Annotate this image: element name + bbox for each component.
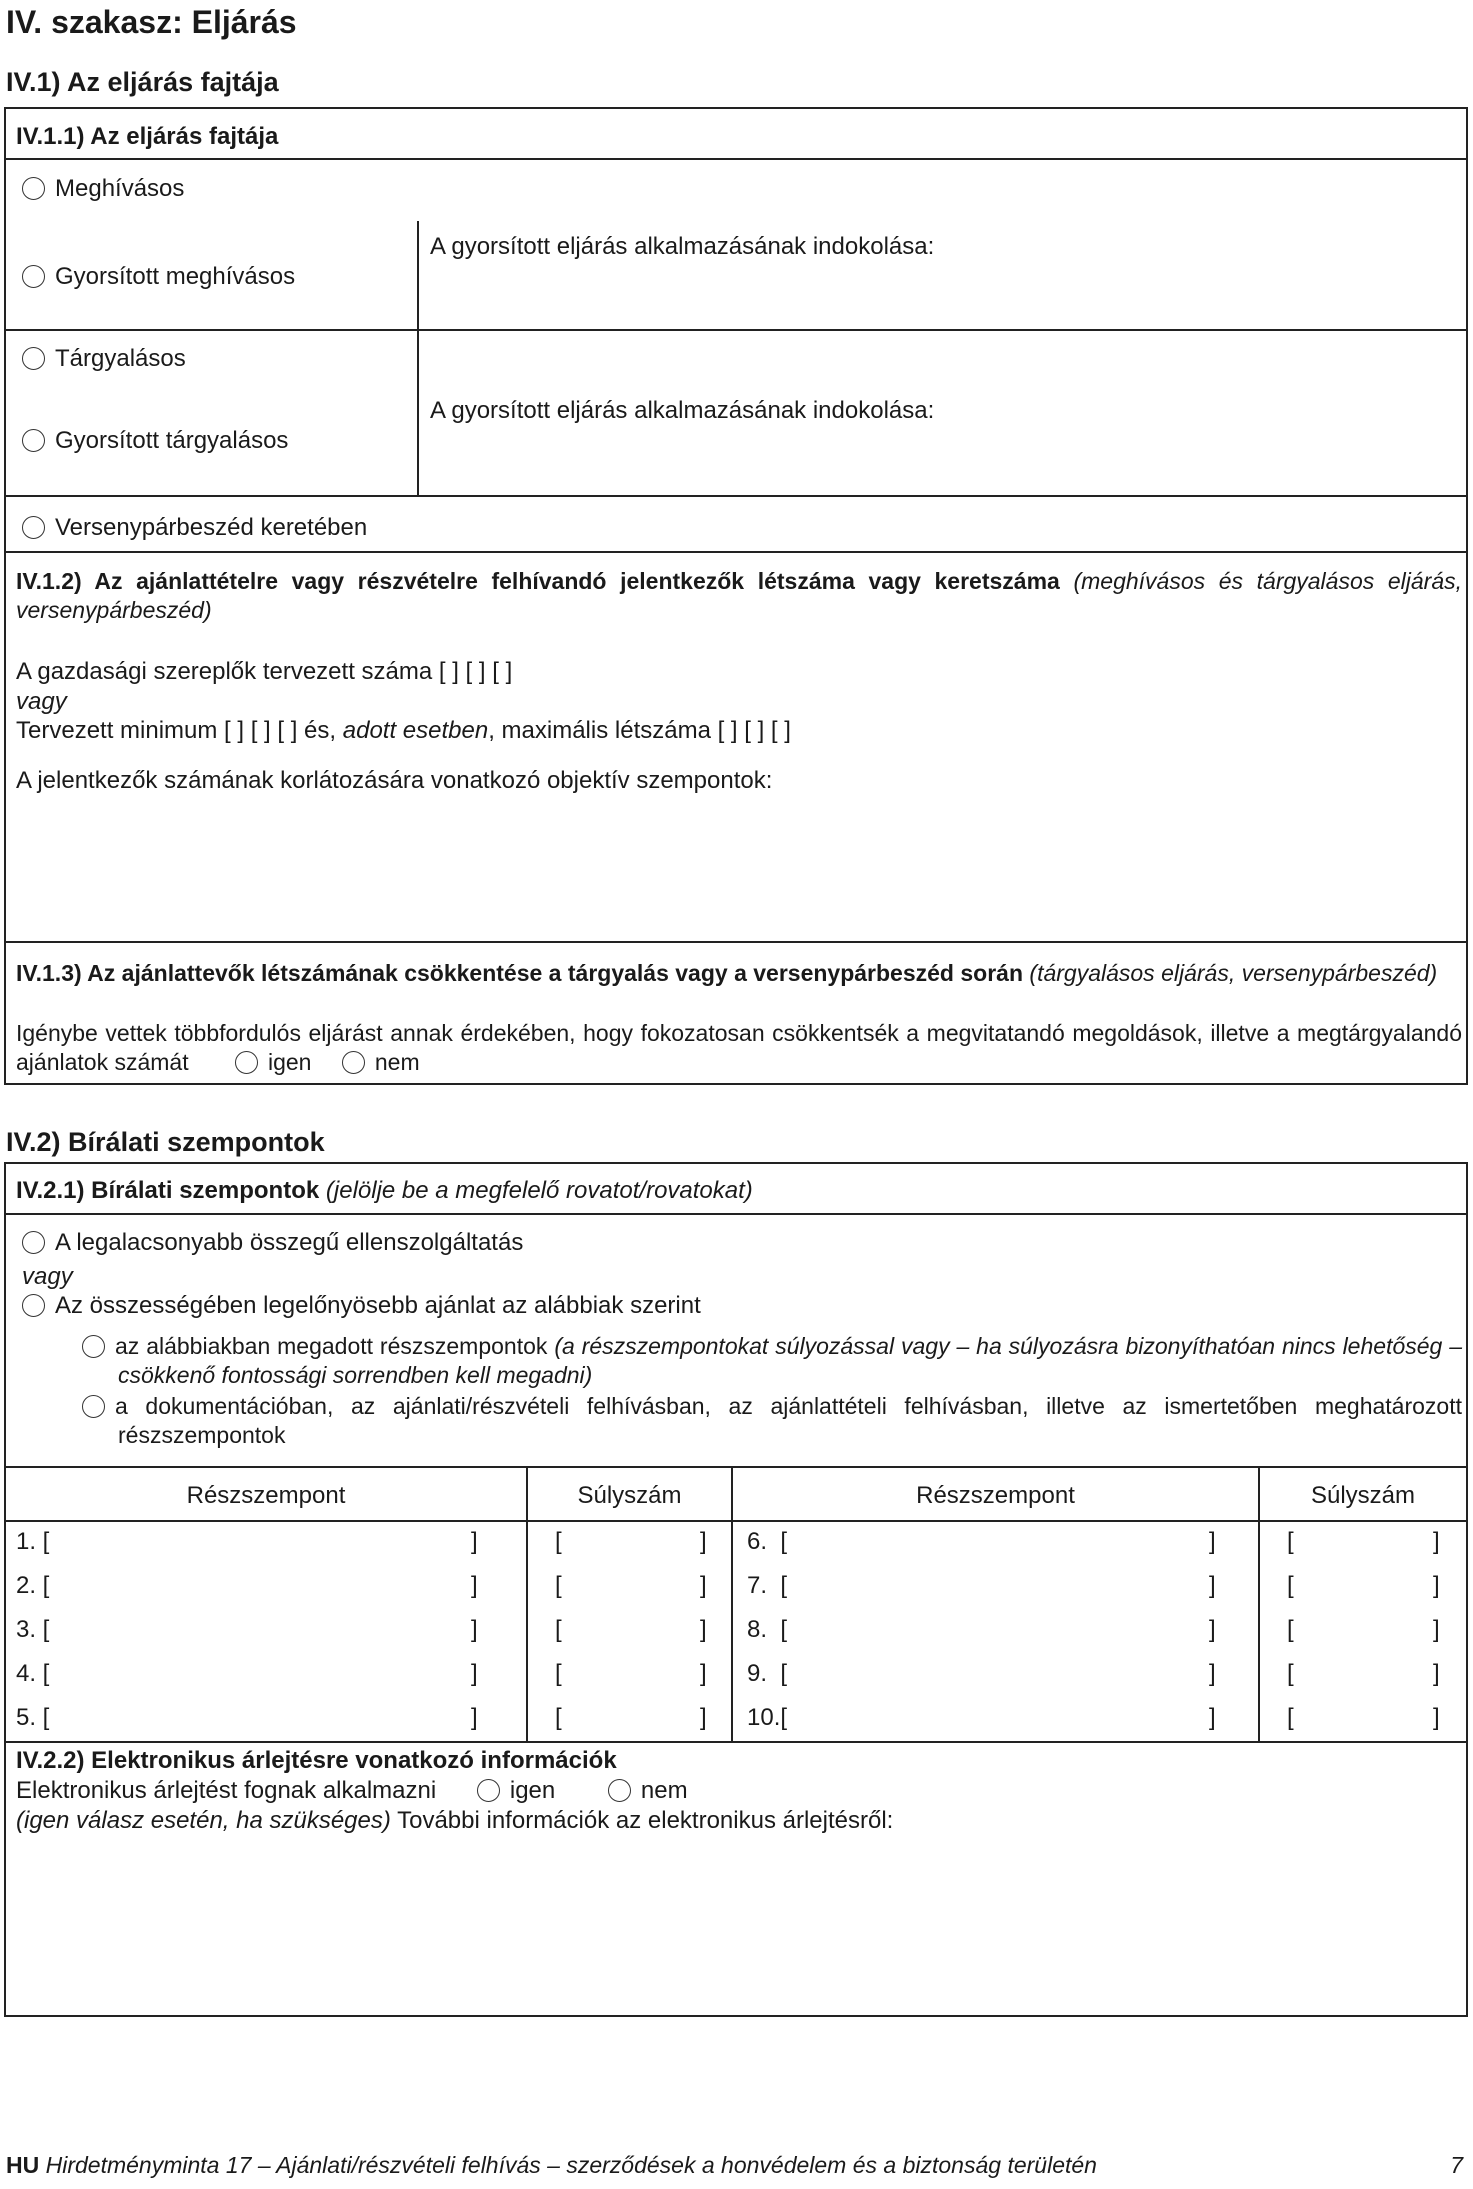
table-cell[interactable]: [ <box>1287 1528 1294 1555</box>
option-targyalasos[interactable] <box>22 344 186 374</box>
option-label: A legalacsonyabb összegű ellenszolgáltatás <box>55 1229 524 1256</box>
table-cell: ] <box>471 1616 478 1643</box>
table-cell: ] <box>700 1704 707 1731</box>
footer-text: Hirdetményminta 17 – Ajánlati/részvételi felhívás – szerződések a honvédelem és a biztonság területén <box>45 2152 1097 2178</box>
footer-lang: HU <box>6 2152 40 2178</box>
table-cell: ] <box>700 1616 707 1643</box>
table-cell: ] <box>471 1528 478 1555</box>
table-cell[interactable]: 3. [ <box>16 1616 50 1643</box>
table-cell: ] <box>1209 1616 1216 1643</box>
criteria-label: A jelentkezők számának korlátozására vonatkozó objektív szempontok: <box>16 767 773 794</box>
table-cell: ] <box>1209 1660 1216 1687</box>
divider <box>4 495 1468 497</box>
radio-icon[interactable] <box>22 347 45 370</box>
table-cell: ] <box>471 1660 478 1687</box>
table-cell: ] <box>471 1704 478 1731</box>
table-cell: ] <box>1209 1528 1216 1555</box>
option-label: Meghívásos <box>55 175 185 202</box>
table-cell[interactable]: [ <box>555 1616 562 1643</box>
radio-icon[interactable] <box>477 1779 500 1802</box>
table-cell[interactable]: [ <box>555 1704 562 1731</box>
e-auction-more <box>16 1806 893 1836</box>
divider <box>417 221 419 330</box>
planned-minimum-b: adott esetben <box>342 717 489 744</box>
planned-minimum-a: Tervezett minimum [ ] [ ] [ ] és, <box>16 717 337 744</box>
divider <box>4 158 1468 160</box>
option-gyorsitott-targyalasos[interactable] <box>22 426 288 456</box>
table-header-reszszempont: Részszempont <box>186 1482 346 1509</box>
radio-icon[interactable] <box>22 177 45 200</box>
table-cell[interactable]: [ <box>555 1660 562 1687</box>
radio-icon[interactable] <box>235 1051 258 1074</box>
radio-icon[interactable] <box>342 1051 365 1074</box>
sub-heading-iv22: IV.2.2) Elektronikus árlejtésre vonatkozó információk <box>16 1747 617 1774</box>
section-iv12-bold: IV.1.2) Az ajánlattételre vagy részvételre felhívandó jelentkezők létszáma vagy keretszáma <box>16 568 1060 594</box>
divider <box>417 331 419 496</box>
section-iv13-heading <box>16 959 1462 988</box>
table-header-sulyszam: Súlyszám <box>1310 1482 1416 1509</box>
footer <box>6 2151 1097 2180</box>
radio-icon[interactable] <box>22 1231 45 1254</box>
option-label: Tárgyalásos <box>55 345 186 372</box>
divider <box>4 551 1468 553</box>
sub-heading-iv21-bold: IV.2.1) Bírálati szempontok <box>16 1177 320 1204</box>
section-iv13-bold: IV.1.3) Az ajánlattevők létszámának csökkentése a tárgyalás vagy a versenypárbeszéd során <box>16 960 1024 986</box>
section-iv13-text: Igénybe vettek többfordulós eljárást annak érdekében, hogy fokozatosan csökkentsék a megvitatandó megoldások, illetve a megtárgyalandó ajánlatok számát <box>16 1020 1462 1075</box>
e-auction-label: Elektronikus árlejtést fognak alkalmazni <box>16 1777 437 1804</box>
nem-label: nem <box>640 1777 688 1804</box>
option-best-value[interactable] <box>22 1291 701 1321</box>
igen-label: igen <box>509 1777 556 1804</box>
table-cell[interactable]: [ <box>555 1528 562 1555</box>
planned-minimum <box>16 716 791 746</box>
table-cell: ] <box>1209 1572 1216 1599</box>
option-gyorsitott-meghivasos[interactable] <box>22 262 295 292</box>
table-cell: ] <box>1209 1704 1216 1731</box>
sub-criteria-note: (a részszempontokat súlyozással vagy – ha súlyozásra bizonyíthatóan nincs lehetőség – csökkenő fontossági sorrendben kell megadni) <box>118 1333 1463 1388</box>
table-cell: ] <box>700 1528 707 1555</box>
divider <box>4 1213 1468 1215</box>
e-auction-question <box>16 1776 688 1806</box>
table-cell[interactable]: [ <box>555 1572 562 1599</box>
nem-label: nem <box>374 1048 420 1075</box>
radio-icon[interactable] <box>22 429 45 452</box>
section-iv13-italic: (tárgyalásos eljárás, versenypárbeszéd) <box>1029 960 1438 986</box>
table-cell[interactable]: [ <box>1287 1660 1294 1687</box>
divider <box>4 329 1468 331</box>
option-label: Az összességében legelőnyösebb ajánlat az alábbiak szerint <box>55 1292 701 1319</box>
option-sub-criteria-below[interactable] <box>82 1332 1462 1390</box>
table-cell[interactable]: 7. [ <box>747 1572 788 1599</box>
e-auction-more-italic: (igen válasz esetén, ha szükséges) <box>16 1807 391 1834</box>
section-iv12-heading <box>16 567 1462 625</box>
table-cell[interactable]: 2. [ <box>16 1572 50 1599</box>
divider <box>4 941 1468 943</box>
table-cell: ] <box>1433 1528 1440 1555</box>
sub-heading-iv11: IV.1.1) Az eljárás fajtája <box>16 123 279 150</box>
option-meghivasos[interactable] <box>22 174 184 204</box>
radio-icon[interactable] <box>82 1335 105 1358</box>
planned-count: A gazdasági szereplők tervezett száma [ ] [ ] [ ] <box>16 658 513 685</box>
vagy-label: vagy <box>22 1263 73 1290</box>
table-cell[interactable]: 9. [ <box>747 1660 788 1687</box>
table-cell: ] <box>700 1572 707 1599</box>
option-label: Gyorsított meghívásos <box>55 263 296 290</box>
section-iv12-italic: (meghívásos és tárgyalásos eljárás, versenypárbeszéd) <box>16 568 1463 623</box>
radio-icon[interactable] <box>82 1395 105 1418</box>
page-number: 7 <box>1450 2152 1463 2178</box>
sub-heading-iv21-italic: (jelölje be a megfelelő rovatot/rovatokat) <box>325 1177 753 1204</box>
radio-icon[interactable] <box>608 1779 631 1802</box>
table-cell[interactable]: 6. [ <box>747 1528 788 1555</box>
section-iv13-text-block <box>16 1019 1462 1077</box>
section-iv1-heading: IV.1) Az eljárás fajtája <box>6 67 279 97</box>
table-header-sulyszam: Súlyszám <box>577 1482 682 1509</box>
divider <box>4 1741 1468 1743</box>
table-cell: ] <box>1433 1616 1440 1643</box>
table-cell: ] <box>700 1660 707 1687</box>
table-cell[interactable]: 4. [ <box>16 1660 50 1687</box>
option-lowest-price[interactable] <box>22 1228 523 1258</box>
table-cell[interactable]: 8. [ <box>747 1616 788 1643</box>
igen-label: igen <box>267 1048 312 1075</box>
table-cell: ] <box>1433 1572 1440 1599</box>
table-cell: ] <box>471 1572 478 1599</box>
table-cell[interactable]: 10.[ <box>747 1704 788 1731</box>
divider <box>4 1520 1468 1522</box>
table-cell[interactable]: [ <box>1287 1572 1294 1599</box>
justification-label-2: A gyorsított eljárás alkalmazásának indokolása: <box>430 397 935 424</box>
radio-icon[interactable] <box>22 1294 45 1317</box>
table-cell[interactable]: 1. [ <box>16 1528 50 1555</box>
option-label: Versenypárbeszéd keretében <box>55 514 368 541</box>
table-cell[interactable]: [ <box>1287 1616 1294 1643</box>
option-sub-criteria-documentation[interactable] <box>82 1392 1462 1450</box>
page-title: IV. szakasz: Eljárás <box>6 4 297 40</box>
table-cell: ] <box>1433 1660 1440 1687</box>
divider <box>4 1466 1468 1468</box>
planned-minimum-c: , maximális létszáma [ ] [ ] [ ] <box>488 717 791 744</box>
e-auction-more-label: További információk az elektronikus árlejtésről: <box>397 1807 894 1834</box>
sub-criteria-doc-label: a dokumentációban, az ajánlati/részvételi felhívásban, az ajánlattételi felhívásban, illetve az ismertetőben meghatározott részszempontok <box>115 1393 1462 1448</box>
table-cell[interactable]: 5. [ <box>16 1704 50 1731</box>
radio-icon[interactable] <box>22 265 45 288</box>
table-cell[interactable]: [ <box>1287 1704 1294 1731</box>
table-header-reszszempont: Részszempont <box>916 1482 1075 1509</box>
table-cell: ] <box>1433 1704 1440 1731</box>
justification-label-1: A gyorsított eljárás alkalmazásának indokolása: <box>430 233 935 260</box>
section-iv2-heading: IV.2) Bírálati szempontok <box>6 1127 325 1157</box>
sub-heading-iv21 <box>16 1176 753 1206</box>
option-label: Gyorsított tárgyalásos <box>55 427 289 454</box>
option-versenyparbeszed[interactable] <box>22 513 367 543</box>
sub-criteria-label: az alábbiakban megadott részszempontok <box>115 1333 548 1359</box>
vagy-label: vagy <box>16 688 67 715</box>
radio-icon[interactable] <box>22 516 45 539</box>
